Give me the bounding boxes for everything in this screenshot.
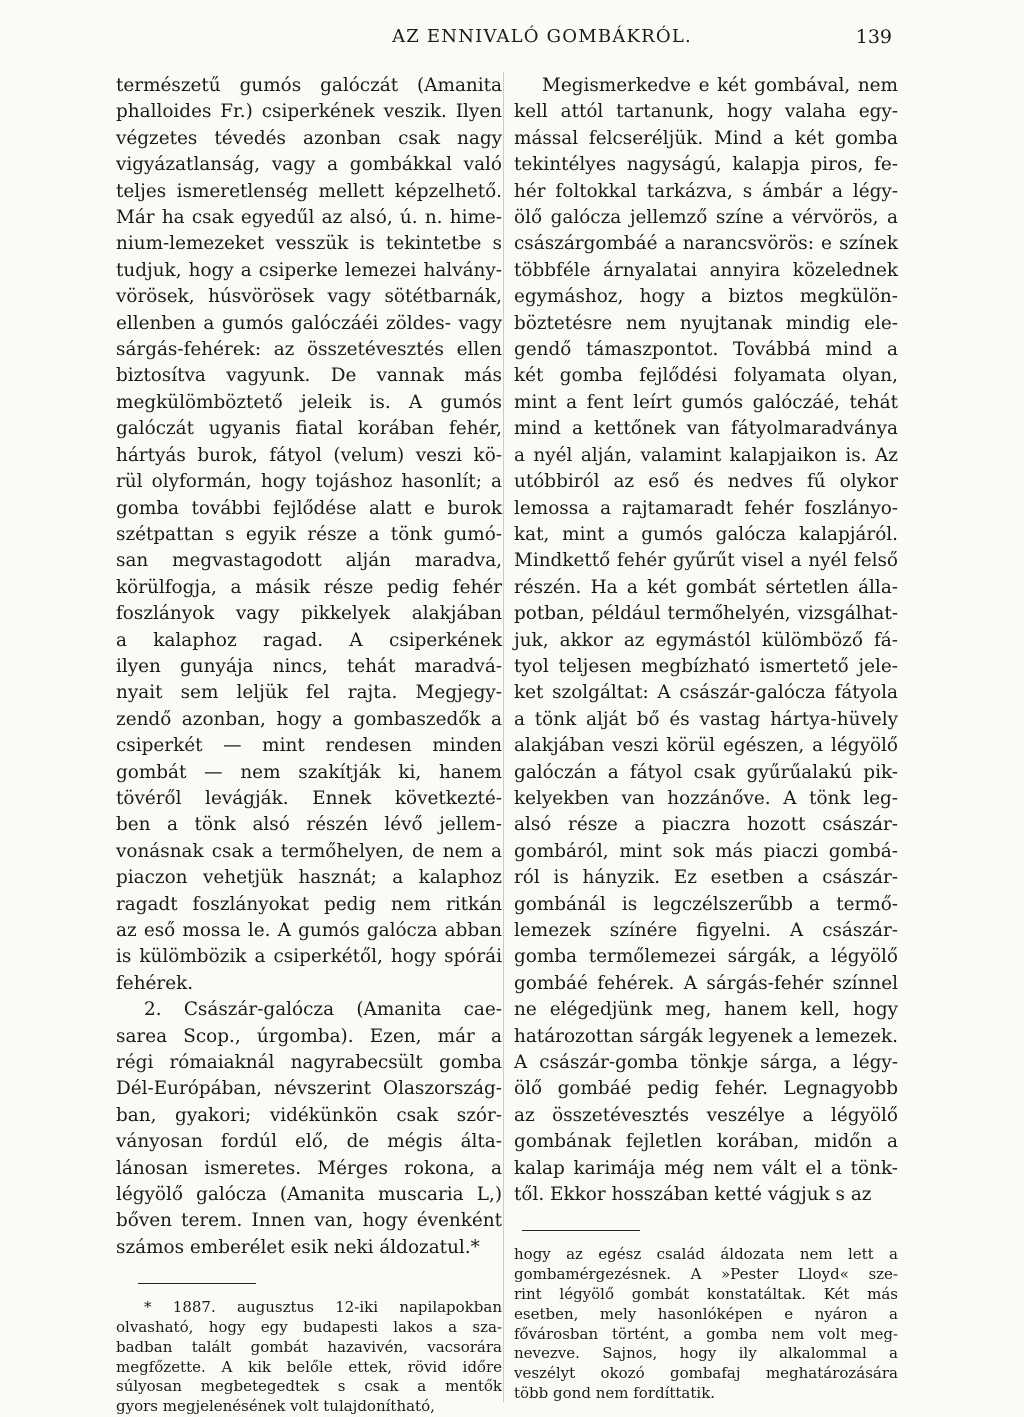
text-line: két gomba fejlődési folyamata olyan, (514, 365, 898, 387)
running-title: AZ ENNIVALÓ GOMBÁKRÓL. (392, 26, 692, 47)
text-line: phalloides Fr.) csiperkének veszik. Ilyen (116, 101, 502, 123)
text-line: a kalaphoz ragad. A csiperkének (116, 629, 502, 651)
text-line: ölő gombáé pedig fehér. Legnagyobb (514, 1078, 898, 1100)
text-line: vigyázatlanság, vagy a gombákkal való (116, 154, 502, 176)
text-line: Már ha csak egyedűl az alsó, ú. n. hime- (116, 207, 502, 229)
text-line: teljes ismeretlenség mellett képzelhető. (116, 180, 502, 202)
text-line: számos emberélet esik neki áldozatul.* (116, 1236, 480, 1258)
text-line: Megismerkedve e két gombával, nem (542, 75, 898, 96)
text-line: a nyél alján, valamint kalapjaikon is. Az (514, 444, 898, 466)
text-line: mind a kettőnek van fátyolmaradványa (514, 418, 898, 440)
text-line: tyol teljesen megbízható ismertető jele- (514, 655, 898, 677)
text-line: egymáshoz, hogy a biztos megkülön- (514, 286, 898, 308)
text-line: kelyekben van hozzánőve. A tönk leg- (514, 787, 898, 809)
text-line: gomba további fejlődése alatt e burok (116, 497, 502, 519)
text-line: mással felcseréljük. Mind a két gomba (514, 127, 898, 149)
footnote-left (116, 1298, 502, 1417)
text-line: tudjuk, hogy a csiperke lemezei halvány- (116, 259, 502, 281)
column-divider (503, 72, 504, 1402)
text-line: is külömbözik a csiperkétől, hogy spórái (116, 946, 502, 968)
text-line: gombáról, mint sok más piaczi gombá- (514, 840, 898, 862)
text-line: Mindkettő fehér gyűrűt visel a nyél felső (514, 550, 898, 572)
text-line: kell attól tartanunk, hogy valaha egy- (514, 101, 898, 123)
text-line: hártyás burok, fátyol (velum) veszi kö- (116, 444, 502, 466)
text-line: gombánál is legczélszerűbb a termő- (514, 893, 898, 915)
page-header (0, 26, 1024, 60)
right-column-body (514, 73, 898, 1208)
footnote-right (514, 1245, 898, 1403)
text-line: sarea Scop., úrgomba). Ezen, már a (116, 1025, 502, 1047)
text-line: * 1887. augusztus 12-iki napilapokban (144, 1298, 502, 1317)
text-line: végzetes tévedés azonban csak nagy (116, 127, 502, 149)
text-line: ványosan fordúl elő, de mégis álta- (116, 1131, 502, 1153)
page-number: 139 (855, 26, 892, 48)
text-line: bőven terem. Innen van, hogy évenként (116, 1210, 502, 1232)
text-line: vonásnak csak a termőhelyen, de nem a (116, 840, 502, 862)
text-line: utóbbiról az eső és nedves fű olykor (514, 471, 898, 493)
text-line: határozottan sárgák legyenek a lemezek. (514, 1025, 898, 1047)
text-line: alakjában veszi körül egészen, a légyölő (514, 735, 898, 757)
text-line: san megvastagodott alján maradva, (116, 550, 502, 572)
text-line: légyölő galócza (Amanita muscaria L,) (116, 1184, 502, 1206)
text-line: szétpattan s egyik része a tönk gumó- (116, 523, 502, 545)
text-line: az eső mossa le. A gumós galócza abban (116, 920, 502, 941)
text-line: mint a fent leírt gumós galóczáé, tehát (514, 391, 898, 413)
text-line: gombáé fehérek. A sárgás-fehér színnel (514, 972, 898, 994)
text-line: olvasható, hogy egy budapesti lakos a sza- (116, 1318, 502, 1337)
text-line: Dél-Európában, névszerint Olaszország- (116, 1078, 502, 1100)
text-line: gombamérgezésnek. A »Pester Lloyd« sze- (514, 1265, 898, 1284)
text-line: súlyosan megbetegedtek s csak a mentők (116, 1377, 502, 1396)
text-line: csiperkét — mint rendesen minden (116, 735, 502, 757)
text-line: ellenben a gumós galóczáéi zöldes- vagy (116, 312, 502, 334)
text-line: lánosan ismeretes. Mérges rokona, a (116, 1157, 502, 1179)
text-line: többféle árnyalatai annyira közelednek (514, 259, 898, 281)
text-line: fővárosban történt, a gomba nem volt meg- (514, 1324, 898, 1343)
text-line: fehérek. (116, 972, 194, 994)
text-line: több gond nem fordíttatik. (514, 1384, 716, 1403)
text-line: ket szolgáltat: A császár-galócza fátyola (514, 682, 898, 704)
text-line: hogy az egész család áldozata nem lett a (514, 1245, 898, 1264)
text-line: alsó része a piaczra hozott császár- (514, 814, 898, 836)
text-line: től. Ekkor hosszában ketté vágjuk s az (514, 1184, 872, 1206)
footnote-rule (138, 1283, 256, 1284)
text-line: tekintélyes nagyságú, kalapja piros, fe- (514, 154, 898, 176)
text-line: ról is hányzik. Ez esetben a császár- (514, 867, 898, 889)
text-line: gyors megjelenésének volt tulajdonítható, (116, 1397, 435, 1416)
text-line: galóczát ugyanis fiatal korában fehér, (116, 418, 502, 440)
text-line: biztosítva vagyunk. De vannak más (116, 365, 502, 387)
left-column (116, 73, 502, 1417)
text-line: lemezek színére figyelni. A császár- (514, 920, 898, 941)
text-line: megfőzette. A kik belőle ettek, rövid időre (116, 1357, 502, 1376)
text-line: gomba termőlemezei sárgák, a légyölő (514, 946, 898, 968)
text-line: gombának fejletlen korában, midőn a (514, 1131, 898, 1153)
text-line: böztetésre nem nyujtanak mindig ele- (514, 312, 898, 334)
text-line: badban talált gombát hazavivén, vacsorára (116, 1337, 502, 1356)
text-line: potban, például termőhelyén, vizsgálhat- (514, 603, 898, 625)
text-line: tövéről levágják. Ennek következté- (116, 787, 502, 809)
text-line: zendő azonban, hogy a gombaszedők a (116, 708, 502, 730)
right-column (514, 73, 898, 1404)
text-line: galóczán a fátyol csak gyűrűalakú pik- (514, 761, 898, 783)
text-line: nyait sem leljük fel rajta. Megjegy- (116, 682, 502, 704)
text-line: esetben, mely hasonlóképen e nyáron a (514, 1304, 898, 1323)
text-line: sárgás-fehérek: az összetévesztés ellen (116, 339, 502, 361)
text-line: császárgombáé a narancsvörös: e színek (514, 233, 898, 255)
text-line: piaczon vehetjük hasznát; a kalaphoz (116, 867, 502, 889)
text-line: megkülömböztető jeleik is. A gumós (116, 391, 502, 413)
text-line: ban, gyakori; vidékünkön csak szór- (116, 1104, 502, 1126)
text-line: ragadt foszlányokat pedig nem ritkán (116, 893, 502, 915)
footnote-rule (522, 1230, 640, 1231)
text-line: körülfogja, a másik része pedig fehér (116, 576, 502, 598)
text-line: természetű gumós galóczát (Amanita (116, 75, 502, 96)
text-line: régi rómaiaknál nagyrabecsült gomba (116, 1052, 502, 1074)
text-line: ölő galócza jellemző színe a vérvörös, a (514, 207, 898, 229)
text-line: rül olyformán, hogy tojáshoz hasonlít; a (116, 471, 502, 493)
text-line: ben a tönk alsó részén lévő jellem- (116, 814, 502, 836)
text-line: 2. Császár-galócza (Amanita cae- (144, 999, 502, 1021)
text-line: lemossa a rajtamaradt fehér foszlányo- (514, 497, 898, 519)
text-line: foszlányok vagy pikkelyek alakjában (116, 603, 502, 625)
text-line: ilyen gunyája nincs, tehát maradvá- (116, 655, 502, 677)
text-line: vörösek, húsvörösek vagy sötétbarnák, (116, 286, 502, 308)
text-line: nevezve. Sajnos, hogy ily alkalommal a (514, 1344, 898, 1363)
text-line: ne elégedjünk meg, hanem kell, hogy (514, 999, 898, 1021)
text-line: gombát — nem szakítják ki, hanem (116, 761, 502, 783)
text-line: kalap karimája még nem vált el a tönk- (514, 1157, 898, 1179)
text-line: hér foltokkal tarkázva, s ámbár a légy- (514, 180, 898, 202)
text-line: nium-lemezeket vesszük is tekintetbe s (116, 233, 502, 255)
text-line: A császár-gomba tönkje sárga, a légy- (514, 1052, 898, 1074)
text-line: gendő támaszpontot. Továbbá mind a (514, 339, 898, 361)
text-line: részén. Ha a két gombát sértetlen álla- (514, 576, 898, 598)
text-line: rint légyölő gombát konstatáltak. Két más (514, 1285, 898, 1304)
text-line: kat, mint a gumós galócza kalapjáról. (514, 523, 898, 545)
left-column-body (116, 73, 502, 1261)
text-line: juk, akkor az egymástól külömböző fá- (514, 629, 898, 651)
text-line: a tönk alját bő és vastag hártya-hüvely (514, 708, 898, 730)
text-line: az összetévesztés veszélye a légyölő (514, 1104, 898, 1126)
text-line: veszélyt okozó gombafaj meghatározására (514, 1364, 898, 1383)
